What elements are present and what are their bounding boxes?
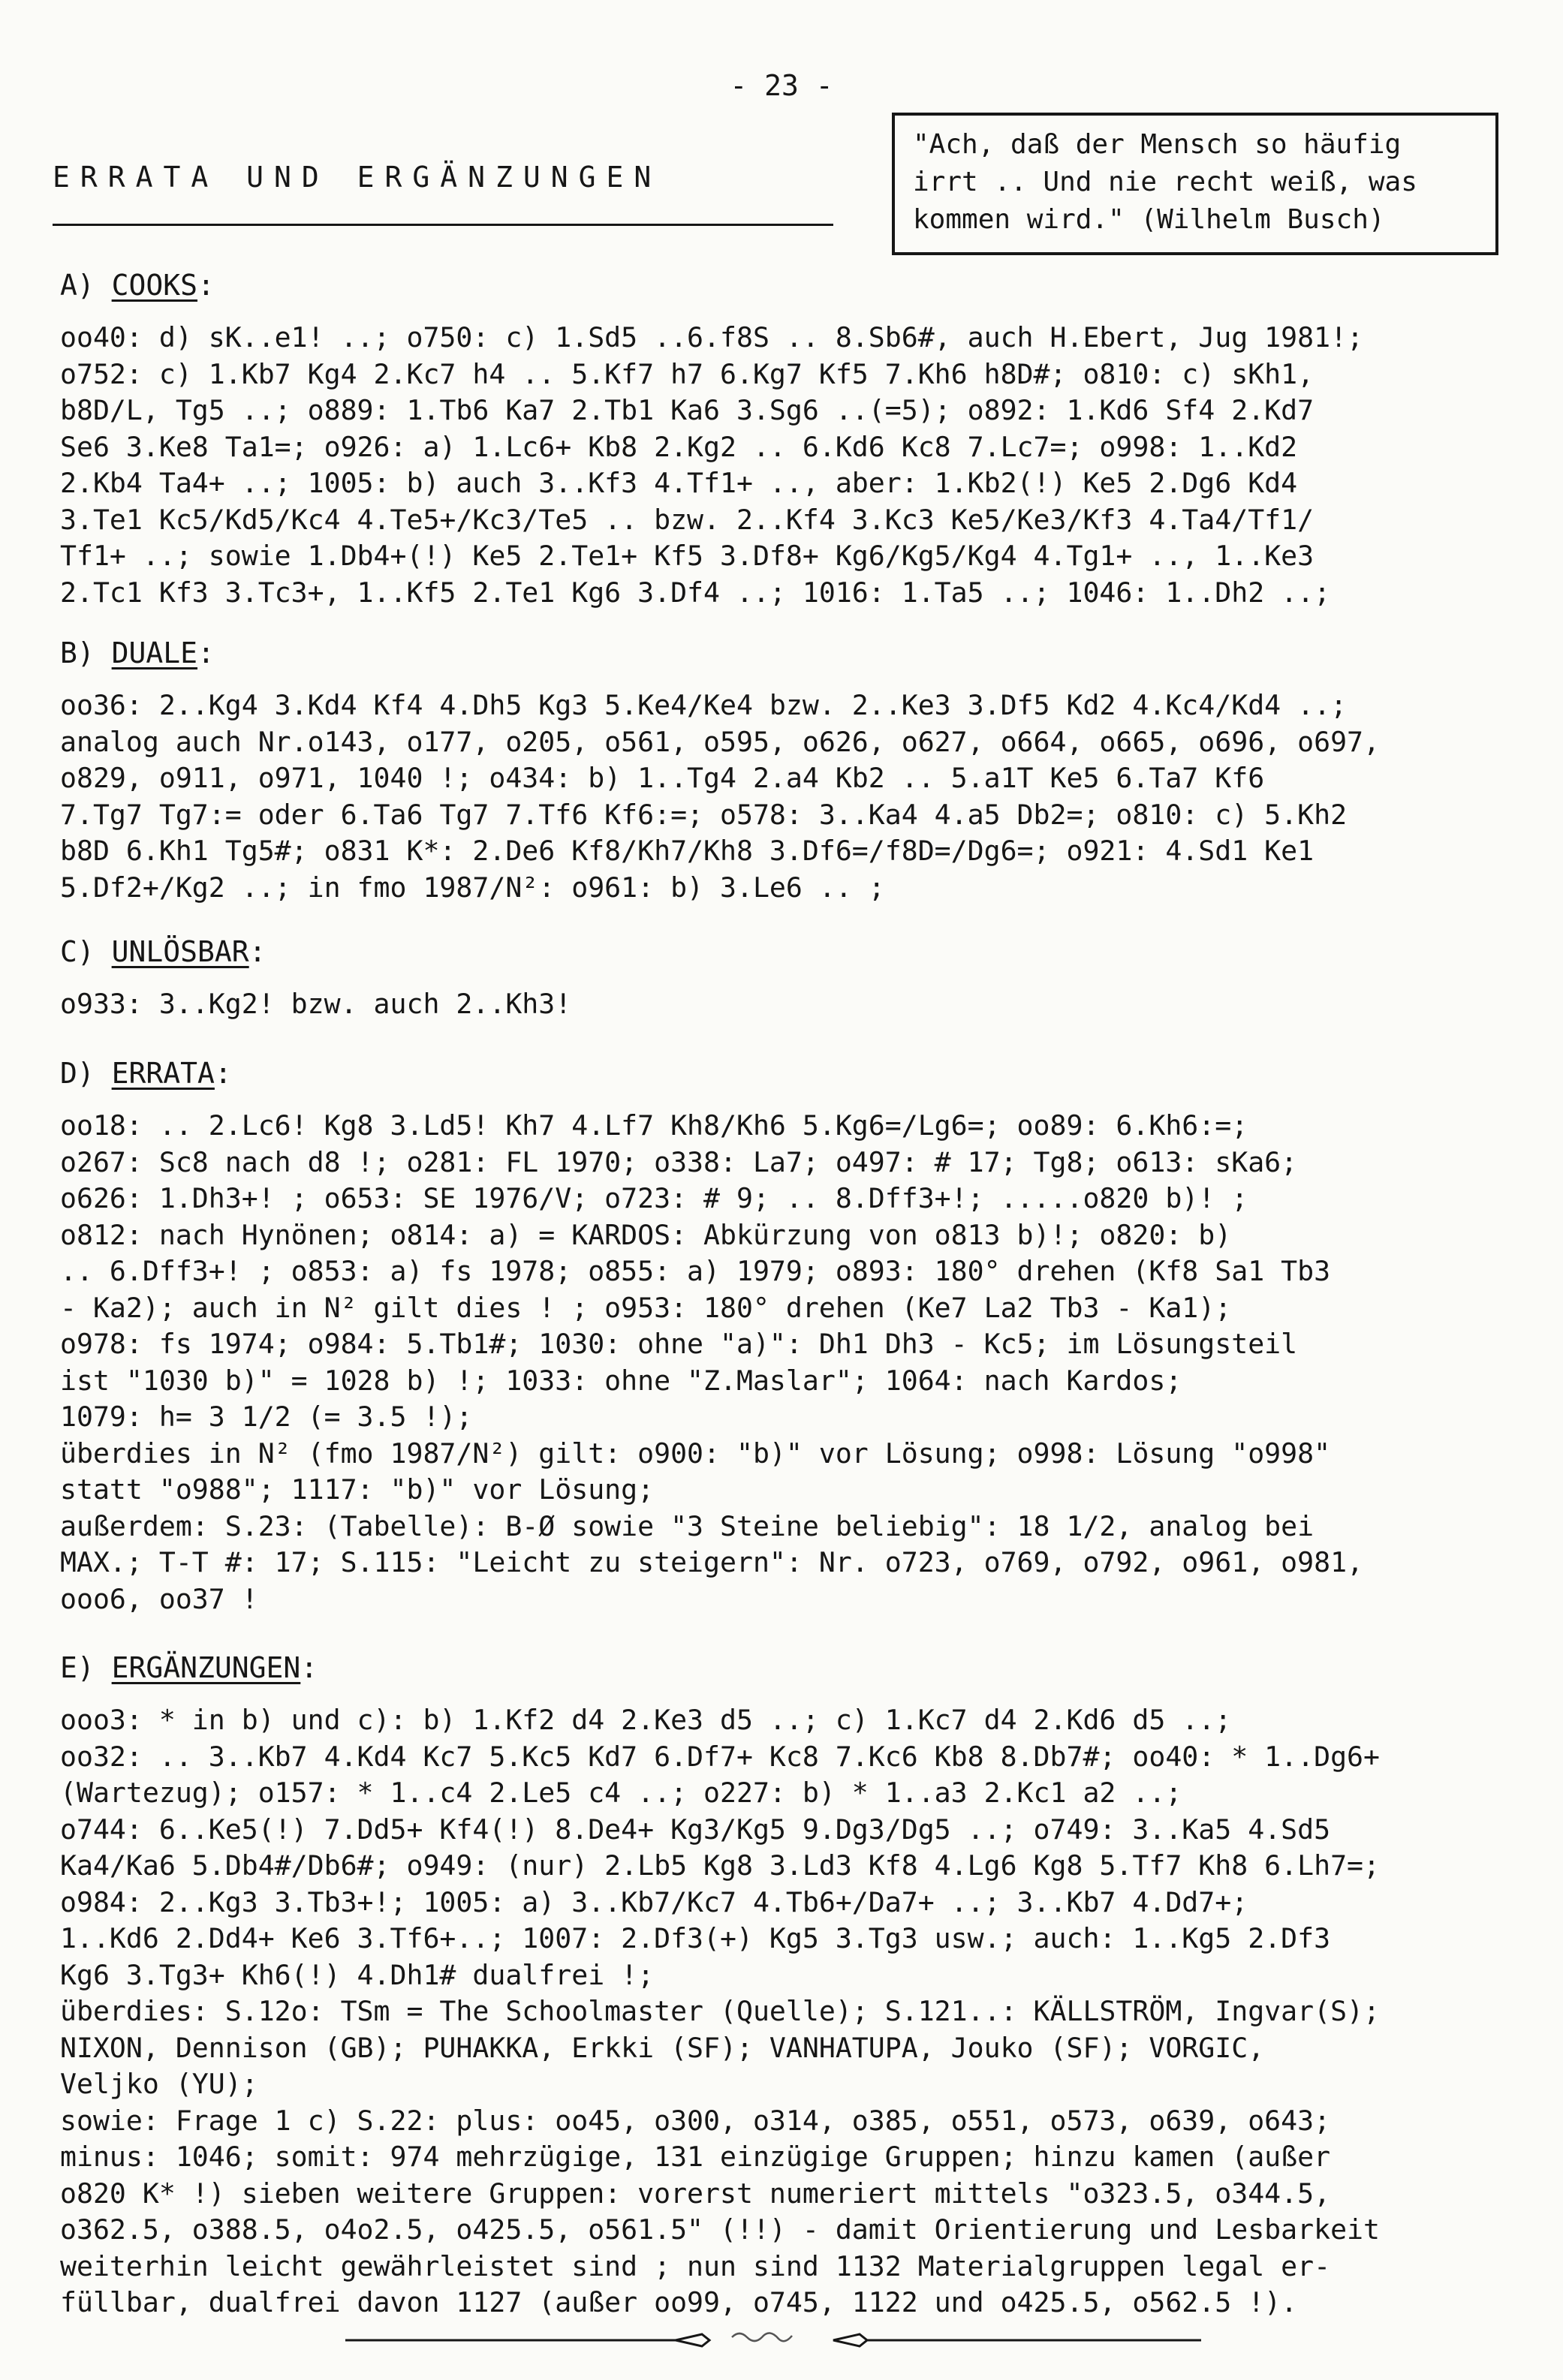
- text-line: o829, o911, o971, 1040 !; o434: b) 1..Tg4 2.a4 Kb2 .. 5.a1T Ke5 6.Ta7 Kf6: [60, 762, 1265, 794]
- text-line: o752: c) 1.Kb7 Kg4 2.Kc7 h4 .. 5.Kf7 h7 6.Kg7 Kf5 7.Kh6 h8D#; o810: c) sKh1,: [60, 357, 1315, 390]
- text-line: 1..Kd6 2.Dd4+ Ke6 3.Tf6+..; 1007: 2.Df3(+) Kg5 3.Tg3 usw.; auch: 1..Kg5 2.Df3: [60, 1922, 1331, 1954]
- text-line: sowie: Frage 1 c) S.22: plus: oo45, o300, o314, o385, o551, o573, o639, o643;: [60, 2104, 1331, 2137]
- text-line: ist "1030 b)" = 1028 b) !; 1033: ohne "Z.Maslar"; 1064: nach Kardos;: [60, 1364, 1182, 1397]
- text-line: (Wartezug); o157: * 1..c4 2.Le5 c4 ..; o227: b) * 1..a3 2.Kc1 a2 ..;: [60, 1777, 1182, 1809]
- text-line: 1079: h= 3 1/2 (= 3.5 !);: [60, 1401, 473, 1433]
- text-line: o626: 1.Dh3+! ; o653: SE 1976/V; o723: # 9; .. 8.Dff3+!; .....o820 b)! ;: [60, 1182, 1248, 1214]
- text-line: o984: 2..Kg3 3.Tb3+!; 1005: a) 3..Kb7/Kc7 4.Tb6+/Da7+ ..; 3..Kb7 4.Dd7+;: [60, 1885, 1248, 1918]
- text-line: o362.5, o388.5, o4o2.5, o425.5, o561.5" (!!) - damit Orientierung und Lesbarkeit: [60, 2213, 1380, 2246]
- text-line: 2.Tc1 Kf3 3.Tc3+, 1..Kf5 2.Te1 Kg6 3.Df4 ..; 1016: 1.Ta5 ..; 1046: 1..Dh2 ..;: [60, 576, 1331, 609]
- quote-line: irrt .. Und nie recht weiß, was: [913, 167, 1417, 197]
- section-body-duale: [60, 688, 1524, 906]
- text-line: 2.Kb4 Ta4+ ..; 1005: b) auch 3..Kf3 4.Tf1+ .., aber: 1.Kb2(!) Ke5 2.Dg6 Kd4: [60, 467, 1298, 499]
- text-line: 7.Tg7 Tg7:= oder 6.Ta6 Tg7 7.Tf6 Kf6:=; o578: 3..Ka4 4.a5 Db2=; o810: c) 5.Kh2: [60, 798, 1348, 831]
- section-heading-duale: B) DUALE:: [60, 636, 215, 669]
- page-title: ERRATA UND ERGÄNZUNGEN: [53, 161, 662, 194]
- text-line: überdies: S.12o: TSm = The Schoolmaster (Quelle); S.121..: KÄLLSTRÖM, Ingvar(S);: [60, 1995, 1380, 2027]
- quote-line: "Ach, daß der Mensch so häufig: [913, 129, 1402, 160]
- text-line: b8D 6.Kh1 Tg5#; o831 K*: 2.De6 Kf8/Kh7/Kh8 3.Df6=/f8D=/Dg6=; o921: 4.Sd1 Ke1: [60, 835, 1315, 867]
- page-number: - 23 -: [730, 69, 833, 102]
- text-line: o267: Sc8 nach d8 !; o281: FL 1970; o338: La7; o497: # 17; Tg8; o613: sKa6;: [60, 1145, 1298, 1178]
- text-line: analog auch Nr.o143, o177, o205, o561, o595, o626, o627, o664, o665, o696, o697,: [60, 725, 1380, 758]
- text-line: b8D/L, Tg5 ..; o889: 1.Tb6 Ka7 2.Tb1 Ka6 3.Sg6 ..(=5); o892: 1.Kd6 Sf4 2.Kd7: [60, 394, 1315, 426]
- section-body-ergaenzungen: [60, 1702, 1524, 2321]
- text-line: oo32: .. 3..Kb7 4.Kd4 Kc7 5.Kc5 Kd7 6.Df7+ Kc8 7.Kc6 Kb8 8.Db7#; oo40: * 1..Dg6+: [60, 1740, 1380, 1773]
- text-line: ooo6, oo37 !: [60, 1582, 258, 1615]
- text-line: minus: 1046; somit: 974 mehrzügige, 131 einzügige Gruppen; hinzu kamen (außer: [60, 2141, 1331, 2173]
- title-underline: [53, 224, 833, 226]
- text-line: o812: nach Hynönen; o814: a) = KARDOS: Abkürzung von o813 b)!; o820: b): [60, 1218, 1232, 1251]
- text-line: statt "o988"; 1117: "b)" vor Lösung;: [60, 1473, 655, 1506]
- section-body-cooks: [60, 320, 1524, 611]
- text-line: weiterhin leicht gewährleistet sind ; nun sind 1132 Materialgruppen legal er-: [60, 2249, 1331, 2282]
- text-line: 3.Te1 Kc5/Kd5/Kc4 4.Te5+/Kc3/Te5 .. bzw. 2..Kf4 3.Kc3 Ke5/Ke3/Kf3 4.Ta4/Tf1/: [60, 503, 1315, 536]
- section-heading-errata: D) ERRATA:: [60, 1057, 232, 1090]
- text-line: Se6 3.Ke8 Ta1=; o926: a) 1.Lc6+ Kb8 2.Kg2 .. 6.Kd6 Kc8 7.Lc7=; o998: 1..Kd2: [60, 430, 1298, 463]
- text-line: Kg6 3.Tg3+ Kh6(!) 4.Dh1# dualfrei !;: [60, 1958, 655, 1991]
- text-line: o820 K* !) sieben weitere Gruppen: vorerst numeriert mittels "o323.5, o344.5,: [60, 2177, 1331, 2210]
- text-line: oo36: 2..Kg4 3.Kd4 Kf4 4.Dh5 Kg3 5.Ke4/Ke4 bzw. 2..Ke3 3.Df5 Kd2 4.Kc4/Kd4 ..;: [60, 689, 1348, 721]
- text-line: Ka4/Ka6 5.Db4#/Db6#; o949: (nur) 2.Lb5 Kg8 3.Ld3 Kf8 4.Lg6 Kg8 5.Tf7 Kh8 6.Lh7=;: [60, 1849, 1380, 1882]
- text-line: 5.Df2+/Kg2 ..; in fmo 1987/N²: o961: b) 3.Le6 .. ;: [60, 871, 885, 904]
- text-line: ooo3: * in b) und c): b) 1.Kf2 d4 2.Ke3 d5 ..; c) 1.Kc7 d4 2.Kd6 d5 ..;: [60, 1704, 1232, 1736]
- text-line: außerdem: S.23: (Tabelle): B-Ø sowie "3 Steine beliebig": 18 1/2, analog bei: [60, 1509, 1315, 1542]
- text-line: o978: fs 1974; o984: 5.Tb1#; 1030: ohne "a)": Dh1 Dh3 - Kc5; im Lösungsteil: [60, 1328, 1298, 1360]
- text-line: überdies in N² (fmo 1987/N²) gilt: o900: "b)" vor Lösung; o998: Lösung "o998": [60, 1437, 1331, 1470]
- section-heading-unloesbar: C) UNLÖSBAR:: [60, 935, 267, 968]
- text-line: - Ka2); auch in N² gilt dies ! ; o953: 180° drehen (Ke7 La2 Tb3 - Ka1);: [60, 1291, 1232, 1324]
- text-line: füllbar, dualfrei davon 1127 (außer oo99, o745, 1122 und o425.5, o562.5 !).: [60, 2286, 1298, 2318]
- section-heading-cooks: A) COOKS:: [60, 269, 215, 302]
- end-ornament-icon: [0, 2325, 1563, 2355]
- text-line: MAX.; T-T #: 17; S.115: "Leicht zu steigern": Nr. o723, o769, o792, o961, o981,: [60, 1546, 1364, 1578]
- quote-line: kommen wird." (Wilhelm Busch): [913, 204, 1385, 235]
- text-line: oo18: .. 2.Lc6! Kg8 3.Ld5! Kh7 4.Lf7 Kh8/Kh6 5.Kg6=/Lg6=; oo89: 6.Kh6:=;: [60, 1109, 1248, 1142]
- text-line: oo40: d) sK..e1! ..; o750: c) 1.Sd5 ..6.f8S .. 8.Sb6#, auch H.Ebert, Jug 1981!;: [60, 321, 1364, 354]
- text-line: .. 6.Dff3+! ; o853: a) fs 1978; o855: a) 1979; o893: 180° drehen (Kf8 Sa1 Tb3: [60, 1255, 1331, 1287]
- quote-box: [892, 113, 1498, 255]
- section-heading-ergaenzungen: E) ERGÄNZUNGEN:: [60, 1651, 318, 1684]
- text-line: Tf1+ ..; sowie 1.Db4+(!) Ke5 2.Te1+ Kf5 3.Df8+ Kg6/Kg5/Kg4 4.Tg1+ .., 1..Ke3: [60, 540, 1315, 572]
- text-line: NIXON, Dennison (GB); PUHAKKA, Erkki (SF); VANHATUPA, Jouko (SF); VORGIC,: [60, 2031, 1265, 2064]
- section-body-unloesbar: [60, 986, 1524, 1023]
- section-body-errata: [60, 1108, 1524, 1617]
- text-line: o744: 6..Ke5(!) 7.Dd5+ Kf4(!) 8.De4+ Kg3/Kg5 9.Dg3/Dg5 ..; o749: 3..Ka5 4.Sd5: [60, 1813, 1331, 1846]
- text-line: Veljko (YU);: [60, 2068, 258, 2100]
- text-line: o933: 3..Kg2! bzw. auch 2..Kh3!: [60, 988, 572, 1020]
